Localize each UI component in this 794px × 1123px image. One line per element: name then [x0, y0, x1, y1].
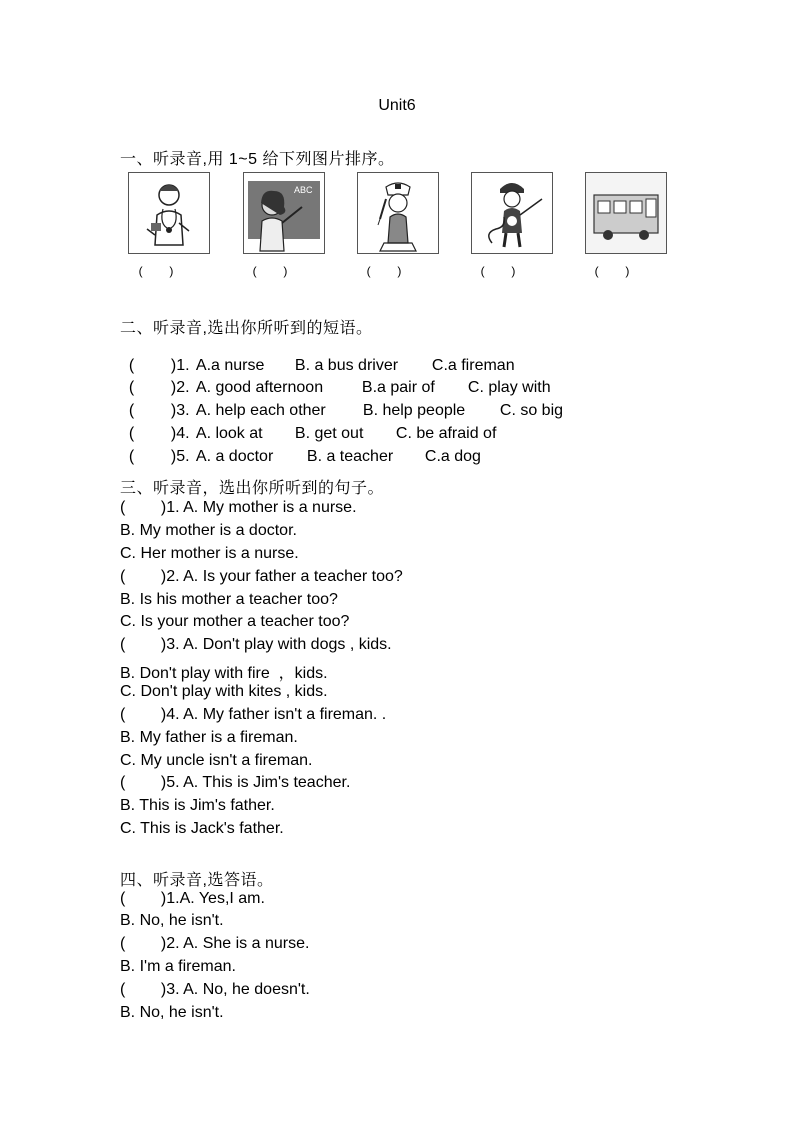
sentence-line: ( )1. A. My mother is a nurse. [120, 499, 357, 516]
answer-line: B. No, he isn't. [120, 912, 224, 929]
answer-paren[interactable]: ( [128, 402, 135, 419]
sentence-line: B. My mother is a doctor. [120, 522, 297, 539]
answer-paren[interactable]: ( [128, 379, 135, 396]
nurse-with-syringe-icon [358, 173, 438, 253]
option-b: B. help people [362, 402, 466, 419]
sentence-line: B. Is his mother a teacher too? [120, 591, 338, 608]
option-b: B. a teacher [306, 448, 394, 465]
option-a: A.a nurse [195, 357, 265, 374]
option-b: B. a bus driver [294, 357, 399, 374]
bus-icon [586, 173, 666, 253]
option-a: A. look at [195, 425, 263, 442]
answer-line: B. No, he isn't. [120, 1004, 224, 1021]
option-a: A. a doctor [195, 448, 274, 465]
section4-heading: 四、听录音,选答语。 [120, 872, 274, 889]
sentence-line: B. My father is a fireman. [120, 729, 298, 746]
picture-answer-blank[interactable]: ( ) [138, 264, 174, 278]
option-a: A. help each other [195, 402, 326, 419]
answer-line: ( )2. A. She is a nurse. [120, 935, 310, 952]
question-number: )2. [170, 379, 190, 396]
blackboard-text: ABC [294, 185, 313, 195]
option-b: B. get out [294, 425, 364, 442]
sentence-line: ( )3. A. Don't play with dogs , kids. [120, 636, 392, 653]
question-number: )3. [170, 402, 190, 419]
picture-doctor [128, 172, 210, 254]
sentence-line: ( )4. A. My father isn't a fireman. . [120, 706, 387, 723]
answer-line: B. I'm a fireman. [120, 958, 236, 975]
teacher-at-blackboard-icon [244, 173, 324, 253]
doctor-with-stethoscope-icon [129, 173, 209, 253]
answer-line: ( )1.A. Yes,I am. [120, 890, 265, 907]
picture-teacher [243, 172, 325, 254]
picture-answer-blank[interactable]: ( ) [594, 264, 630, 278]
section3-heading: 三、听录音，选出你所听到的句子。 [120, 480, 385, 497]
section1-heading: 一、听录音,用 1~5 给下列图片排序。 [120, 151, 395, 168]
sentence-line: C. Don't play with kites , kids. [120, 683, 328, 700]
question-number: )1. [170, 357, 190, 374]
sentence-line: B. Don't play with fire ，kids. [120, 665, 328, 682]
sentence-line: C. Is your mother a teacher too? [120, 613, 350, 630]
sentence-line: C. Her mother is a nurse. [120, 545, 299, 562]
option-b: B.a pair of [361, 379, 435, 396]
picture-answer-blank[interactable]: ( ) [366, 264, 402, 278]
sentence-line: ( )5. A. This is Jim's teacher. [120, 774, 351, 791]
option-c: C. so big [499, 402, 564, 419]
picture-bus [585, 172, 667, 254]
option-a: A. good afternoon [195, 379, 324, 396]
answer-paren[interactable]: ( [128, 448, 135, 465]
answer-paren[interactable]: ( [128, 357, 135, 374]
picture-nurse [357, 172, 439, 254]
option-c: C. be afraid of [395, 425, 497, 442]
question-number: )5. [170, 448, 190, 465]
picture-row [128, 172, 688, 282]
option-c: C.a dog [424, 448, 481, 465]
sentence-line: C. My uncle isn't a fireman. [120, 752, 313, 769]
picture-answer-blank[interactable]: ( ) [480, 264, 516, 278]
option-c: C.a fireman [431, 357, 515, 374]
page-title: Unit6 [378, 97, 416, 114]
section2-heading: 二、听录音,选出你所听到的短语。 [120, 320, 373, 337]
picture-fireman [471, 172, 553, 254]
sentence-line: ( )2. A. Is your father a teacher too? [120, 568, 403, 585]
option-c: C. play with [467, 379, 551, 396]
answer-paren[interactable]: ( [128, 425, 135, 442]
fireman-with-hose-icon [472, 173, 552, 253]
sentence-line: B. This is Jim's father. [120, 797, 275, 814]
picture-answer-blank[interactable]: ( ) [252, 264, 288, 278]
phrase-question-row [120, 430, 481, 466]
sentence-line: C. This is Jack's father. [120, 820, 284, 837]
answer-line: ( )3. A. No, he doesn't. [120, 981, 310, 998]
question-number: )4. [170, 425, 190, 442]
